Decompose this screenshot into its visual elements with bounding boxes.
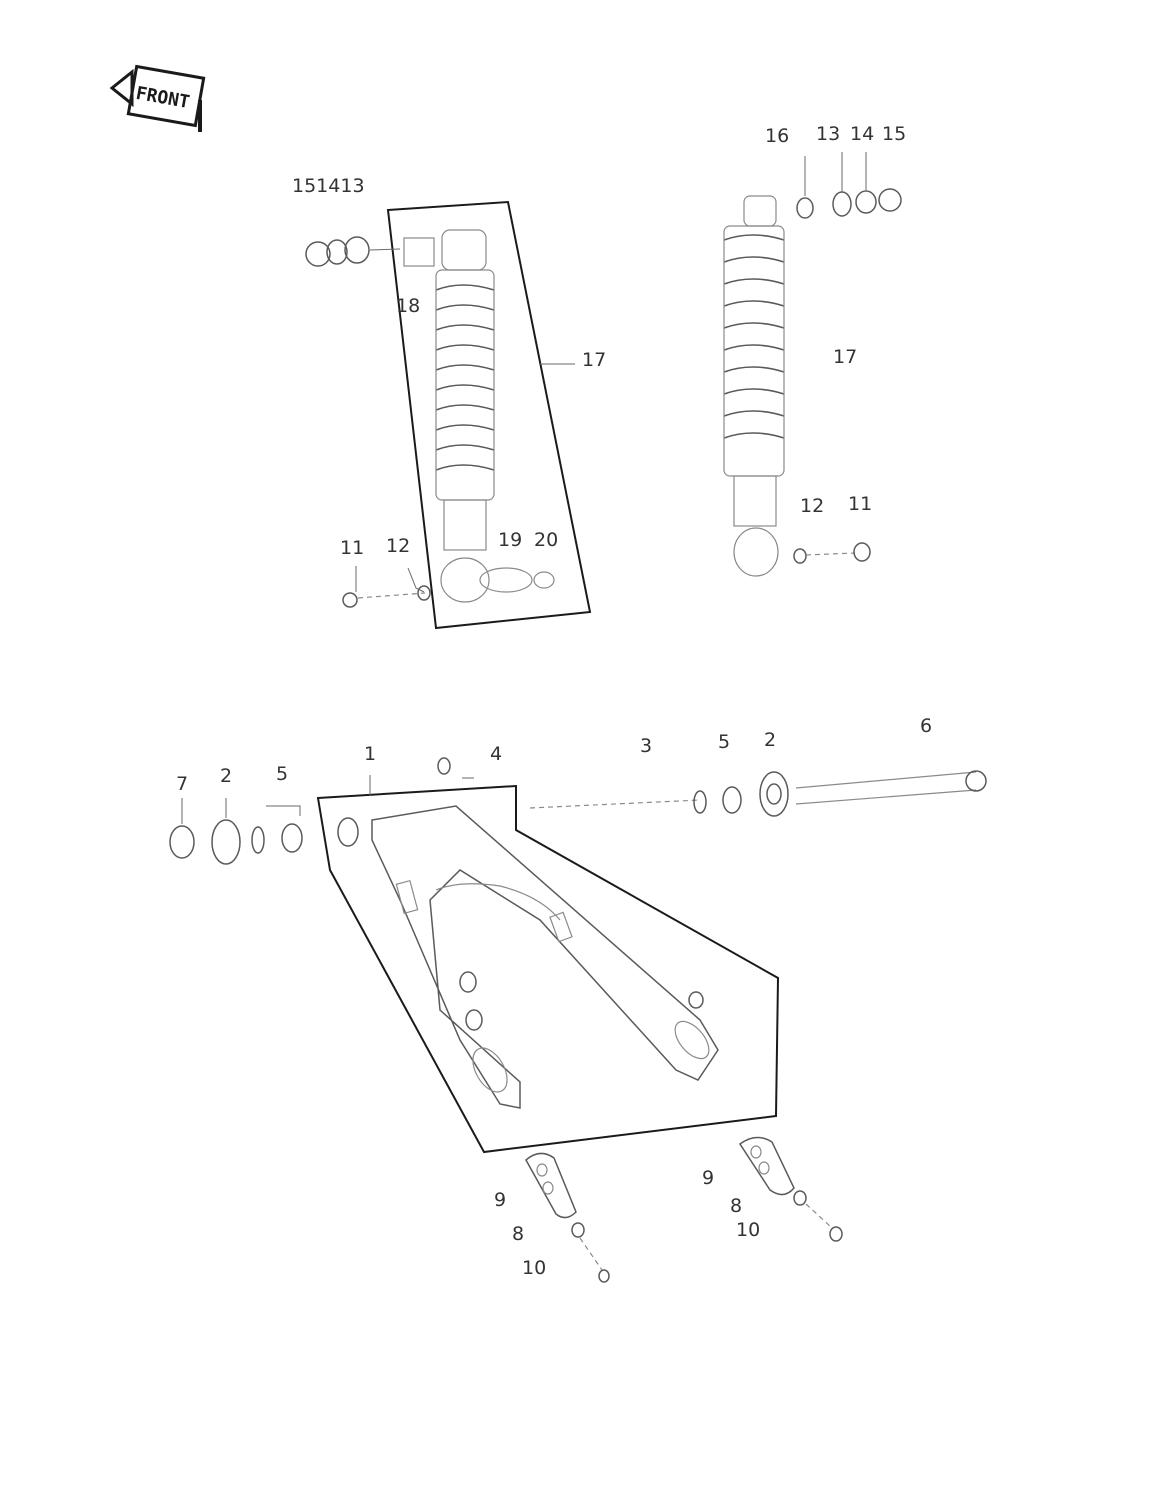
- label-11-right: 11: [848, 493, 873, 515]
- right-shock-absorber: [724, 196, 784, 576]
- label-18: 18: [396, 295, 421, 317]
- part-labels: [176, 123, 932, 1279]
- label-1: 1: [364, 743, 377, 765]
- label-13-right: 13: [816, 123, 841, 145]
- label-14-right: 14: [850, 123, 875, 145]
- left-cap-nut-washers: [306, 237, 400, 266]
- label-4: 4: [490, 743, 503, 765]
- front-badge: [112, 66, 204, 132]
- label-10-left: 10: [522, 1257, 547, 1279]
- leader-lines: [356, 364, 575, 796]
- label-16: 16: [765, 125, 790, 147]
- label-2-left: 2: [220, 765, 233, 787]
- label-7: 7: [176, 773, 189, 795]
- swing-arm: [372, 758, 718, 1108]
- label-151413: 151413: [292, 175, 365, 197]
- label-12-left: 12: [386, 535, 411, 557]
- label-8-right: 8: [730, 1195, 743, 1217]
- label-3: 3: [640, 735, 653, 757]
- left-pivot-parts: [170, 798, 358, 864]
- front-label: FRONT: [134, 82, 192, 114]
- label-2-right: 2: [764, 729, 777, 751]
- right-cap-nut-washers: [797, 152, 901, 218]
- label-5-right: 5: [718, 731, 731, 753]
- label-19: 19: [498, 529, 523, 551]
- label-9-right: 9: [702, 1167, 715, 1189]
- label-15-right: 15: [882, 123, 907, 145]
- label-20: 20: [534, 529, 559, 551]
- swing-arm-frame: [318, 786, 778, 1152]
- label-6: 6: [920, 715, 933, 737]
- label-17-left: 17: [582, 349, 607, 371]
- label-11-left: 11: [340, 537, 365, 559]
- label-9-left: 9: [494, 1189, 507, 1211]
- label-17-right: 17: [833, 346, 858, 368]
- pivot-shaft: [530, 771, 986, 816]
- right-lower-bolt: [794, 543, 870, 563]
- label-5-left: 5: [276, 763, 289, 785]
- label-10-right: 10: [736, 1219, 761, 1241]
- label-12-right: 12: [800, 495, 825, 517]
- label-8-left: 8: [512, 1223, 525, 1245]
